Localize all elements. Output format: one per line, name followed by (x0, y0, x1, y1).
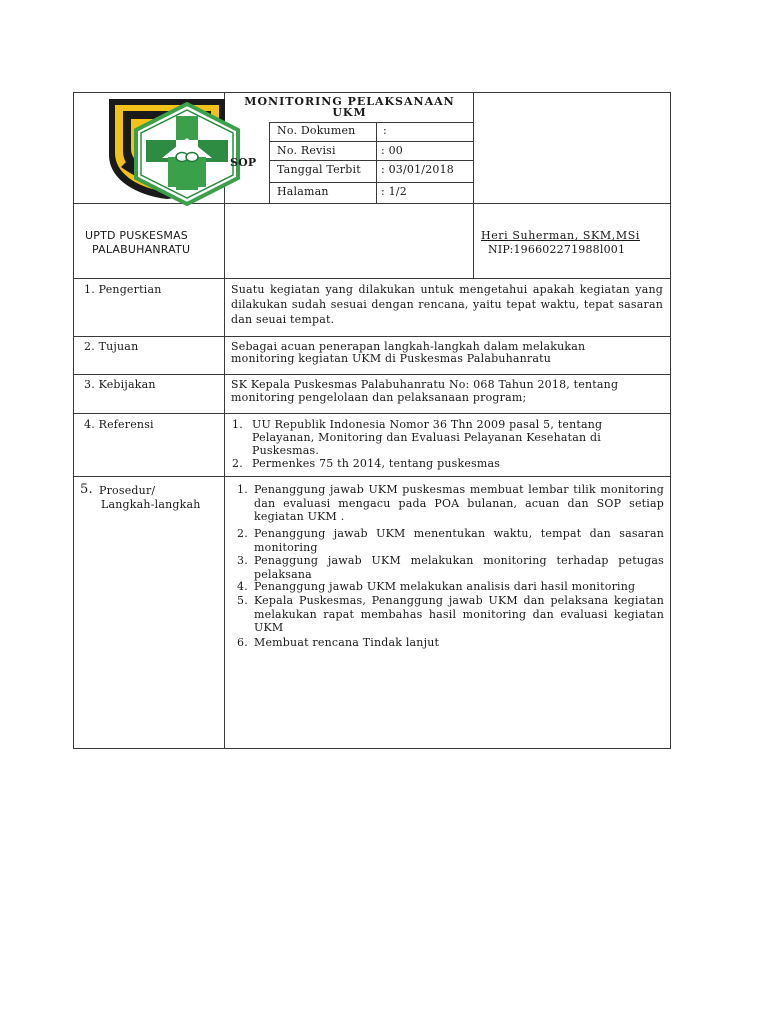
section-label-tujuan: 2. Tujuan (84, 340, 139, 353)
org-name-line2: PALABUHANRATU (92, 243, 191, 256)
divider-meta-2 (269, 160, 473, 161)
referensi-item-1-line1: UU Republik Indonesia Nomor 36 Thn 2009 pasal 5, tentang (252, 418, 603, 431)
prosedur-step-3: Penaggung jawab UKM melakukan monitoring terhadap petugas pelaksana (254, 554, 664, 581)
referensi-item-1-line3: Puskesmas. (252, 444, 320, 457)
divider-pengertian (73, 278, 671, 279)
signer-name: Heri Suherman, SKM,MSi (481, 229, 640, 242)
meta-label-no-revisi: No. Revisi (277, 144, 336, 157)
divider-meta-3 (269, 182, 473, 183)
section-label-prosedur-num: 5. (80, 482, 93, 497)
kebijakan-line2: monitoring pengelolaan dan pelaksanaan program; (231, 391, 527, 404)
prosedur-step-2: Penanggung jawab UKM menentukan waktu, tempat dan sasaran monitoring (254, 527, 664, 554)
section-label-kebijakan: 3. Kebijakan (84, 378, 156, 391)
referensi-item-2-line1: Permenkes 75 th 2014, tentang puskesmas (252, 457, 501, 470)
divider-prosedur (73, 476, 671, 477)
section-label-pengertian: 1. Pengertian (84, 283, 162, 296)
section-label-prosedur-line1: Prosedur/ (99, 484, 156, 497)
tujuan-line2: monitoring kegiatan UKM di Puskesmas Palabuhanratu (231, 352, 552, 365)
meta-label-tanggal-terbit: Tanggal Terbit (277, 163, 361, 176)
signer-nip: NIP:196602271988l001 (488, 243, 626, 256)
divider-meta-values (376, 122, 377, 203)
prosedur-step-num-4: 4. (237, 580, 248, 593)
divider-meta-1 (269, 141, 473, 142)
prosedur-step-num-6: 6. (237, 636, 248, 649)
meta-value-no-revisi: : 00 (381, 144, 403, 157)
org-name-line1: UPTD PUSKESMAS (85, 229, 188, 242)
prosedur-step-num-3: 3. (237, 554, 248, 567)
meta-value-halaman: : 1/2 (381, 185, 407, 198)
prosedur-step-1: Penanggung jawab UKM puskesmas membuat lembar tilik monitoring dan evaluasi mengacu pada POA bulanan, acuan dan SOP setiap kegiatan UKM . (254, 483, 664, 523)
divider-kebijakan (73, 374, 671, 375)
prosedur-step-5: Kepala Puskesmas, Penanggung jawab UKM dan pelaksana kegiatan melakukan rapat membahas hasil monitoring dan evaluasi kegiatan UKM (254, 594, 664, 634)
referensi-num-2: 2. (232, 457, 243, 470)
meta-value-no-dokumen: : (383, 124, 387, 137)
divider-right-column (473, 92, 474, 278)
prosedur-step-num-2: 2. (237, 527, 248, 540)
pengertian-text: Suatu kegiatan yang dilakukan untuk mengetahui apakah kegiatan yang dilakukan sudah sesuai dengan rencana, yaitu tepat waktu, tepat sasaran dan seuai tempat. (231, 283, 663, 326)
prosedur-step-num-1: 1. (237, 483, 248, 496)
divider-tujuan (73, 336, 671, 337)
referensi-num-1: 1. (232, 418, 243, 431)
section-label-prosedur-line2: Langkah-langkah (101, 498, 201, 511)
prosedur-step-num-5: 5. (237, 594, 248, 607)
prosedur-step-4: Penanggung jawab UKM melakukan analisis dari hasil monitoring (254, 580, 636, 593)
meta-label-halaman: Halaman (277, 185, 329, 198)
doc-title-line1: MONITORING PELAKSANAAN (244, 95, 455, 108)
sop-label: SOP (230, 156, 257, 169)
tujuan-line1: Sebagai acuan penerapan langkah-langkah dalam melakukan (231, 340, 586, 353)
kebijakan-line1: SK Kepala Puskesmas Palabuhanratu No: 068 Tahun 2018, tentang (231, 378, 619, 391)
divider-referensi (73, 413, 671, 414)
prosedur-step-6: Membuat rencana Tindak lanjut (254, 636, 440, 649)
meta-value-tanggal-terbit: : 03/01/2018 (381, 163, 455, 176)
section-label-referensi: 4. Referensi (84, 418, 154, 431)
doc-title-line2: UKM (332, 106, 367, 119)
referensi-item-1-line2: Pelayanan, Monitoring dan Evaluasi Pelayanan Kesehatan di (252, 431, 601, 444)
divider-meta-top (269, 122, 473, 123)
divider-sop-cell (269, 122, 270, 203)
meta-label-no-dokumen: No. Dokumen (277, 124, 356, 137)
